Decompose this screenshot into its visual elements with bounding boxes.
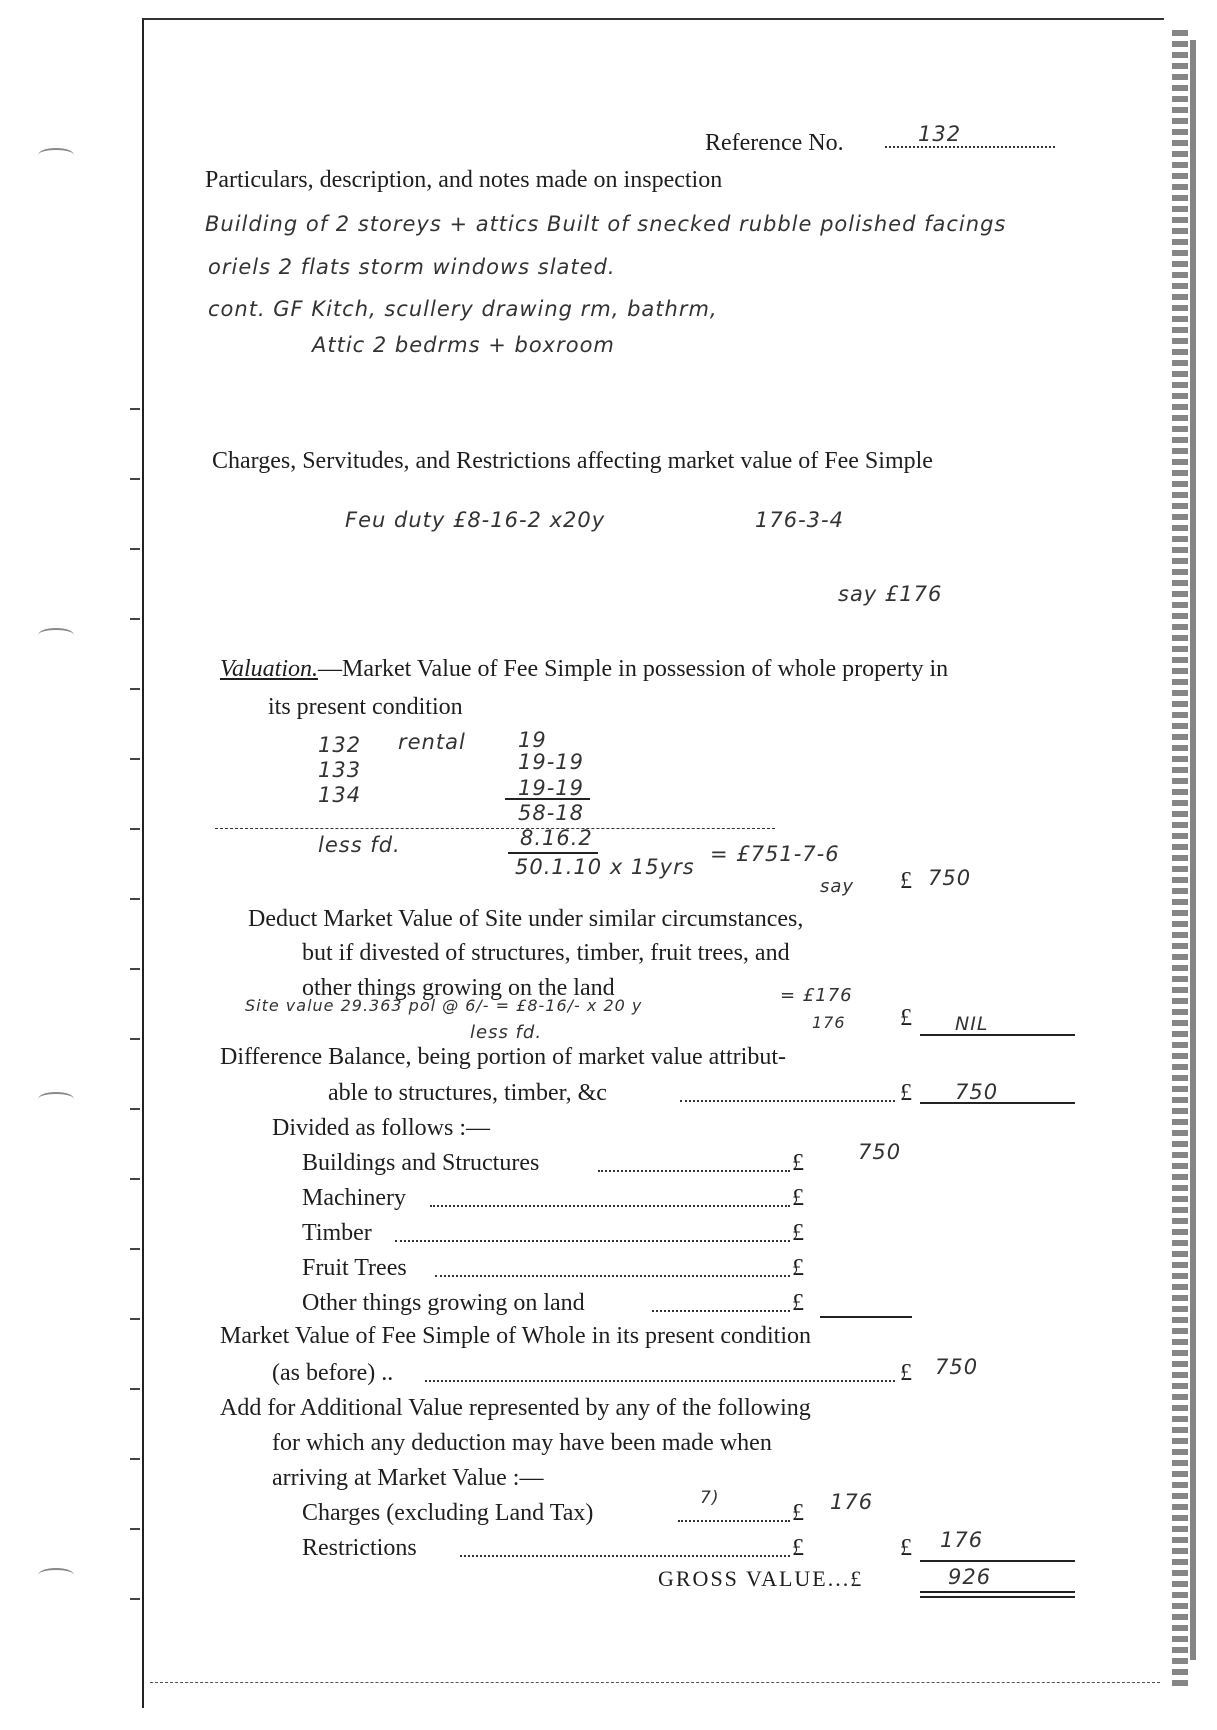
market-whole-line-1: Market Value of Fee Simple of Whole in its present condition [220, 1323, 811, 1349]
restrictions-leader [460, 1555, 790, 1557]
site-less-feu: less fd. [470, 1022, 543, 1043]
difference-line-1: Difference Balance, being portion of market value attribut- [220, 1044, 786, 1070]
fruit-trees-leader [435, 1275, 790, 1277]
rental-label: rental [398, 730, 466, 754]
reference-label: Reference No. [705, 130, 844, 156]
deduct-value: NIL [955, 1013, 989, 1035]
rental-3-value: 19-19 [518, 776, 585, 800]
difference-value: 750 [955, 1080, 999, 1104]
deduct-line-3: other things growing on the land [302, 975, 615, 1001]
rental-result: = £751-7-6 [710, 842, 840, 866]
deduct-line-2: but if divested of structures, timber, fruit trees, and [302, 940, 790, 966]
punch-hole-2 [38, 628, 74, 642]
timber-leader [395, 1240, 790, 1242]
particulars-note-4: Attic 2 bedrms + boxroom [312, 333, 615, 357]
reference-value: 132 [918, 122, 962, 146]
gross-rule-2 [920, 1596, 1075, 1598]
site-value-result: = £176 [780, 985, 853, 1006]
buildings-value: 750 [858, 1140, 902, 1164]
valuation-heading-rest: —Market Value of Fee Simple in possession of whole property in [318, 656, 949, 682]
particulars-note-2: oriels 2 flats storm windows slated. [208, 255, 616, 279]
divided-heading: Divided as follows :— [272, 1115, 490, 1141]
additional-rule [920, 1560, 1075, 1562]
site-value-note: Site value 29.363 pol @ 6/- = £8-16/- x 20 y [245, 996, 643, 1015]
other-things-leader [652, 1310, 790, 1312]
sum-rule [505, 798, 590, 800]
punch-hole-4 [38, 1568, 74, 1582]
dashed-divider [215, 828, 775, 829]
rental-1-number: 132 [318, 733, 362, 757]
charges-say: say £176 [838, 582, 943, 606]
difference-rule [920, 1102, 1075, 1104]
margin-tick [130, 1318, 140, 1320]
margin-tick [130, 478, 140, 480]
margin-tick [130, 1248, 140, 1250]
margin-tick [130, 1388, 140, 1390]
fruit-trees-pound: £ [792, 1255, 804, 1281]
additional-line-1: Add for Additional Value represented by any of the following [220, 1395, 811, 1421]
additional-line-3: arriving at Market Value :— [272, 1465, 544, 1491]
valuation-value: 750 [928, 866, 972, 890]
reference-leader [885, 146, 1055, 148]
less-feu-value: 8.16.2 [520, 826, 593, 850]
punch-hole-1 [38, 148, 74, 162]
valuation-heading-line2: its present condition [268, 694, 463, 720]
margin-tick [130, 1458, 140, 1460]
buildings-pound: £ [792, 1150, 804, 1176]
difference-line-2: able to structures, timber, &c [328, 1080, 607, 1106]
margin-tick [130, 1178, 140, 1180]
restrictions-pound: £ [792, 1535, 804, 1561]
charges-leader [678, 1520, 790, 1522]
additional-total-pound: £ [900, 1535, 912, 1561]
buildings-leader [598, 1170, 790, 1172]
market-whole-line-2: (as before) .. [272, 1360, 394, 1386]
margin-tick [130, 758, 140, 760]
charges-heading: Charges, Servitudes, and Restrictions affecting market value of Fee Simple [212, 448, 933, 474]
market-whole-value: 750 [935, 1355, 979, 1379]
less-feu-label: less fd. [318, 833, 401, 857]
margin-tick [130, 408, 140, 410]
valuation-pound: £ [900, 868, 912, 894]
rental-2-number: 133 [318, 758, 362, 782]
restrictions-label: Restrictions [302, 1535, 417, 1561]
bottom-rule [150, 1682, 1160, 1683]
fruit-trees-label: Fruit Trees [302, 1255, 407, 1281]
charges-mark: 7) [700, 1488, 720, 1508]
margin-tick [130, 1108, 140, 1110]
margin-tick [130, 828, 140, 830]
difference-pound: £ [900, 1080, 912, 1106]
buildings-label: Buildings and Structures [302, 1150, 540, 1176]
rental-1-value: 19 [518, 728, 547, 752]
machinery-leader [430, 1205, 790, 1207]
margin-tick [130, 1528, 140, 1530]
page-edge-line [1190, 40, 1196, 1660]
particulars-note-1: Building of 2 storeys + attics Built of snecked rubble polished facings [205, 212, 1007, 236]
deduct-rule [920, 1034, 1075, 1036]
rental-2-value: 19-19 [518, 750, 585, 774]
charges-value: 176 [830, 1490, 874, 1514]
gross-value: 926 [948, 1565, 992, 1589]
margin-tick [130, 898, 140, 900]
deduct-pound: £ [900, 1005, 912, 1031]
difference-leader [680, 1100, 895, 1102]
market-whole-leader [425, 1380, 895, 1382]
gross-rule-1 [920, 1591, 1075, 1593]
other-things-label: Other things growing on land [302, 1290, 585, 1316]
feu-duty-line: Feu duty £8-16-2 x20y [345, 508, 606, 532]
valuation-say: say [820, 876, 855, 897]
valuation-heading-italic: Valuation. [220, 656, 319, 682]
margin-tick [130, 968, 140, 970]
charges-label: Charges (excluding Land Tax) [302, 1500, 594, 1526]
punch-hole-3 [38, 1092, 74, 1106]
margin-tick [130, 1598, 140, 1600]
valuation-heading [220, 656, 948, 683]
gross-label: GROSS VALUE...£ [658, 1566, 864, 1591]
additional-total-value: 176 [940, 1528, 984, 1552]
site-value-result-2: 176 [812, 1013, 846, 1032]
margin-tick [130, 688, 140, 690]
page-edge-shadow [1172, 30, 1188, 1690]
machinery-pound: £ [792, 1185, 804, 1211]
other-things-pound: £ [792, 1290, 804, 1316]
rental-3-number: 134 [318, 783, 362, 807]
machinery-label: Machinery [302, 1185, 406, 1211]
rental-calc: 50.1.10 x 15yrs [515, 855, 695, 879]
less-rule [508, 852, 598, 854]
deduct-line-1: Deduct Market Value of Site under similar circumstances, [248, 906, 804, 932]
divided-total-rule [820, 1316, 912, 1318]
rental-sum: 58-18 [518, 801, 585, 825]
timber-label: Timber [302, 1220, 372, 1246]
margin-tick [130, 618, 140, 620]
feu-duty-value: 176-3-4 [755, 508, 844, 532]
particulars-heading: Particulars, description, and notes made on inspection [205, 167, 723, 193]
additional-line-2: for which any deduction may have been made when [272, 1430, 772, 1456]
particulars-note-3: cont. GF Kitch, scullery drawing rm, bathrm, [208, 297, 718, 321]
market-whole-pound: £ [900, 1360, 912, 1386]
margin-tick [130, 548, 140, 550]
charges-pound: £ [792, 1500, 804, 1526]
timber-pound: £ [792, 1220, 804, 1246]
margin-tick [130, 1038, 140, 1040]
